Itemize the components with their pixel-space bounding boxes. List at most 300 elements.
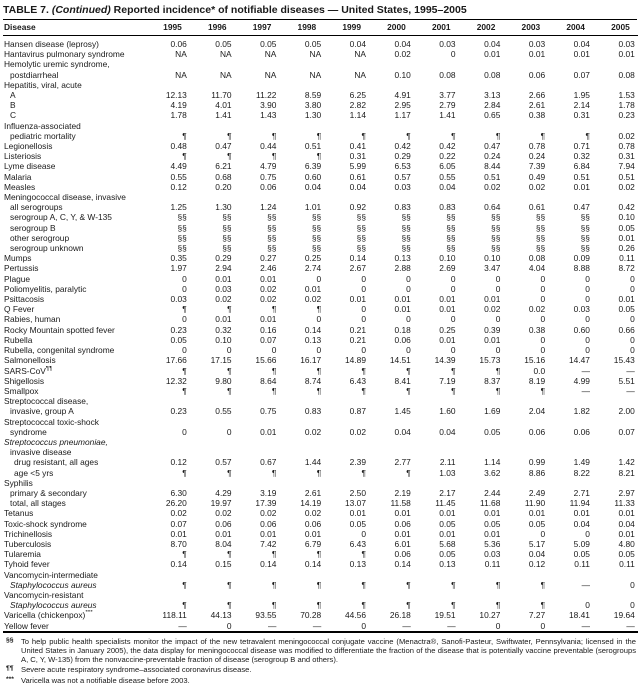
value-cell: ¶: [361, 130, 366, 141]
value-cell: ¶: [227, 579, 232, 590]
value-cell: 1.78: [618, 100, 635, 111]
value-cell: 0.49: [528, 171, 546, 182]
notifiable-diseases-table: [3, 20, 638, 633]
value-cell: [145, 570, 190, 580]
value-cell: ¶: [227, 549, 232, 560]
value-cell: 8.86: [528, 467, 546, 478]
value-cell: [369, 417, 414, 427]
disease-label: drug resistant, all ages: [14, 457, 99, 468]
value-cell: 0.29: [215, 253, 232, 264]
value-cell: ¶: [182, 549, 187, 560]
value-cell: 0.03: [484, 549, 501, 560]
value-cell: [548, 80, 593, 90]
value-cell: 0.38: [528, 324, 546, 335]
value-cell: [190, 590, 235, 600]
value-cell: 0.05: [528, 518, 546, 529]
disease-label: Vancomycin-resistant: [4, 589, 84, 600]
value-cell: 0.60: [573, 324, 590, 335]
value-cell: ¶: [451, 365, 456, 376]
value-cell: [459, 590, 504, 600]
value-cell: 6.43: [349, 538, 366, 549]
disease-label: Hantavirus pulmonary syndrome: [4, 49, 125, 60]
value-cell: [593, 570, 638, 580]
value-cell: [324, 447, 369, 457]
value-cell: ¶: [227, 130, 232, 141]
value-cell: §§: [267, 222, 277, 233]
table-row: [3, 110, 638, 120]
value-cell: 0.08: [528, 253, 546, 264]
value-cell: 0.01: [394, 294, 411, 305]
value-cell: [593, 192, 638, 202]
value-cell: —: [581, 385, 590, 396]
column-header-year-2002: 2002: [459, 20, 504, 36]
value-cell: 0.12: [528, 559, 546, 570]
disease-label: Rubella, congenital syndrome: [4, 345, 115, 356]
value-cell: 0.03: [528, 39, 546, 49]
table-title-label: TABLE 7.: [3, 4, 49, 16]
table-group-row: [3, 447, 638, 457]
disease-label: other serogroup: [10, 232, 70, 243]
table-group-row: [3, 590, 638, 600]
value-cell: 4.99: [573, 375, 590, 386]
value-cell: 1.03: [439, 467, 456, 478]
value-cell: —: [626, 365, 635, 376]
value-cell: 0.14: [260, 559, 277, 570]
value-cell: 0.04: [439, 181, 456, 192]
value-cell: 0.75: [260, 406, 277, 417]
column-header-year-2004: 2004: [548, 20, 593, 36]
value-cell: 1.78: [170, 110, 187, 121]
value-cell: 0: [406, 273, 411, 284]
value-cell: —: [312, 620, 322, 631]
value-cell: ¶: [451, 385, 456, 396]
table-title-continued: (Continued): [51, 4, 111, 16]
value-cell: 8.70: [170, 538, 187, 549]
value-cell: 1.30: [215, 202, 232, 213]
value-cell: 0.55: [215, 406, 232, 417]
value-cell: 6.84: [573, 161, 590, 172]
disease-label: Salmonellosis: [4, 355, 56, 366]
value-cell: 0.10: [215, 334, 232, 345]
value-cell: [145, 437, 190, 447]
value-cell: 0.31: [349, 151, 366, 162]
value-cell: 3.77: [439, 90, 456, 101]
value-cell: 2.61: [528, 100, 546, 111]
value-cell: 2.97: [618, 487, 635, 498]
value-cell: ¶: [316, 467, 322, 478]
value-cell: ¶: [495, 130, 501, 141]
value-cell: NA: [219, 69, 232, 80]
value-cell: 0: [361, 528, 366, 539]
value-cell: [235, 59, 280, 69]
value-cell: [190, 80, 235, 90]
value-cell: 0.08: [618, 69, 635, 80]
value-cell: ¶: [406, 130, 411, 141]
disease-label: Varicella (chickenpox)***: [4, 610, 93, 621]
table-row: [3, 161, 638, 171]
value-cell: 0.07: [573, 69, 590, 80]
value-cell: 0: [182, 426, 187, 437]
value-cell: 1.49: [573, 457, 590, 468]
disease-label: Rubella: [4, 334, 33, 345]
value-cell: —: [581, 620, 590, 631]
value-cell: —: [447, 620, 456, 631]
value-cell: 0.11: [484, 559, 501, 570]
value-cell: 0: [585, 528, 590, 539]
value-cell: 1.25: [170, 202, 187, 213]
value-cell: 0.47: [573, 202, 590, 213]
value-cell: §§: [311, 243, 322, 254]
value-cell: NA: [219, 49, 232, 60]
disease-label: Tuberculosis: [4, 538, 52, 549]
disease-label: Streptococcal toxic-shock: [4, 416, 99, 427]
value-cell: —: [581, 365, 590, 376]
value-cell: 0.42: [439, 141, 456, 152]
value-cell: [369, 59, 414, 69]
value-cell: 0.01: [260, 314, 277, 325]
value-cell: [369, 447, 414, 457]
value-cell: 19.64: [613, 610, 635, 621]
disease-label: Q Fever: [4, 304, 35, 315]
disease-label: Hepatitis, viral, acute: [4, 79, 82, 90]
value-cell: 0.01: [304, 528, 322, 539]
value-cell: [503, 59, 548, 69]
value-cell: 0.32: [573, 151, 590, 162]
disease-label: Influenza-associated: [4, 120, 81, 131]
table-row: [3, 172, 638, 182]
disease-label: Streptococcus pneumoniae,: [4, 436, 108, 447]
value-cell: 0.01: [215, 314, 232, 325]
value-cell: [324, 396, 369, 406]
value-cell: 8.74: [304, 375, 322, 386]
value-cell: 0.31: [618, 151, 635, 162]
value-cell: [279, 570, 324, 580]
value-cell: §§: [446, 222, 456, 233]
value-cell: 0.32: [215, 324, 232, 335]
value-cell: 0.05: [349, 518, 366, 529]
value-cell: 0.01: [349, 508, 366, 519]
value-cell: 2.95: [394, 100, 411, 111]
value-cell: 0.23: [618, 110, 635, 121]
value-cell: 0: [540, 345, 546, 356]
value-cell: 0.12: [170, 181, 187, 192]
value-cell: 0.51: [618, 171, 635, 182]
value-cell: ¶: [361, 385, 366, 396]
value-cell: NA: [175, 69, 187, 80]
value-cell: 44.56: [345, 610, 366, 621]
value-cell: 0: [585, 314, 590, 325]
value-cell: [503, 396, 548, 406]
value-cell: 0.04: [573, 39, 590, 49]
value-cell: 0.55: [170, 171, 187, 182]
value-cell: 0.48: [170, 141, 187, 152]
value-cell: [593, 478, 638, 488]
value-cell: [145, 447, 190, 457]
value-cell: 7.94: [618, 161, 635, 172]
value-cell: 12.13: [165, 90, 187, 101]
disease-label: invasive, group A: [10, 406, 74, 417]
value-cell: 2.49: [528, 487, 546, 498]
value-cell: ¶: [495, 600, 501, 611]
value-cell: 0: [361, 273, 366, 284]
value-cell: §§: [311, 222, 322, 233]
disease-label: Tyhoid fever: [4, 559, 50, 570]
value-cell: ¶: [271, 385, 277, 396]
value-cell: [503, 478, 548, 488]
disease-label: Streptococcal disease,: [4, 396, 89, 407]
value-cell: 0.57: [215, 457, 232, 468]
value-cell: [279, 80, 324, 90]
disease-label: Tularemia: [4, 549, 41, 560]
value-cell: 0.18: [394, 324, 411, 335]
footnotes: [3, 633, 637, 685]
disease-label: Syphilis: [4, 477, 33, 488]
value-cell: ¶: [406, 579, 411, 590]
value-cell: 0: [630, 283, 635, 294]
value-cell: 93.55: [255, 610, 277, 621]
value-cell: [279, 447, 324, 457]
value-cell: [459, 121, 504, 131]
value-cell: 2.88: [394, 263, 411, 274]
value-cell: [235, 417, 280, 427]
value-cell: [279, 417, 324, 427]
value-cell: 0.06: [260, 518, 277, 529]
value-cell: 0.02: [260, 283, 277, 294]
table-row: [3, 141, 638, 151]
value-cell: ¶: [316, 385, 322, 396]
value-cell: NA: [354, 69, 366, 80]
value-cell: 0.03: [170, 294, 187, 305]
value-cell: [235, 80, 280, 90]
table-group-row: [3, 121, 638, 131]
value-cell: —: [268, 620, 277, 631]
disease-label: A: [10, 90, 16, 101]
table-body: [3, 36, 638, 632]
disease-label: Hemolytic uremic syndrome,: [4, 59, 110, 70]
value-cell: §§: [580, 243, 590, 254]
value-cell: 0.25: [439, 324, 456, 335]
table-row: [3, 274, 638, 284]
disease-label: Staphylococcus aureus: [10, 600, 97, 611]
value-cell: 0.51: [573, 171, 590, 182]
value-cell: 0.01: [528, 508, 546, 519]
value-cell: 0: [540, 294, 546, 305]
value-cell: 7.27: [528, 610, 546, 621]
value-cell: [414, 570, 459, 580]
value-cell: 0.78: [618, 141, 635, 152]
value-cell: 2.46: [260, 263, 277, 274]
column-header-year-1999: 1999: [324, 20, 369, 36]
footnote-text: Severe acute respiratory syndrome–associated coronavirus disease.: [21, 665, 252, 675]
value-cell: §§: [356, 212, 366, 223]
value-cell: 0.01: [439, 334, 456, 345]
table-group-row: [3, 417, 638, 427]
value-cell: 0.15: [215, 559, 232, 570]
value-cell: ¶: [495, 385, 501, 396]
value-cell: 0.03: [394, 181, 411, 192]
column-header-year-1997: 1997: [235, 20, 280, 36]
value-cell: [190, 396, 235, 406]
value-cell: 0.02: [528, 181, 546, 192]
value-cell: 0.29: [394, 151, 411, 162]
value-cell: 6.25: [349, 90, 366, 101]
value-cell: 0.14: [304, 559, 322, 570]
value-cell: 14.39: [434, 355, 456, 366]
value-cell: ¶: [271, 549, 277, 560]
value-cell: 2.19: [394, 487, 411, 498]
value-cell: 0.22: [439, 151, 456, 162]
value-cell: 19.97: [210, 498, 232, 509]
value-cell: 0.83: [394, 202, 411, 213]
value-cell: 5.17: [528, 538, 546, 549]
value-cell: 0.05: [170, 334, 187, 345]
value-cell: NA: [264, 69, 277, 80]
disease-label: postdiarrheal: [10, 69, 59, 80]
value-cell: —: [581, 579, 590, 590]
value-cell: §§: [222, 212, 232, 223]
value-cell: 0.02: [170, 508, 187, 519]
value-cell: 0.06: [573, 426, 590, 437]
value-cell: 18.41: [569, 610, 590, 621]
disease-label: age <5 yrs: [14, 467, 54, 478]
value-cell: 0.07: [260, 334, 277, 345]
value-cell: 0.24: [484, 151, 501, 162]
footnote: [4, 676, 636, 685]
value-cell: 0: [540, 273, 546, 284]
value-cell: 1.69: [484, 406, 501, 417]
value-cell: [414, 80, 459, 90]
value-cell: 0.14: [170, 559, 187, 570]
value-cell: §§: [356, 222, 366, 233]
value-cell: 2.00: [618, 406, 635, 417]
value-cell: [548, 192, 593, 202]
value-cell: [145, 80, 190, 90]
value-cell: ¶: [182, 385, 187, 396]
value-cell: §§: [580, 212, 590, 223]
value-cell: [324, 437, 369, 447]
value-cell: 0.01: [260, 528, 277, 539]
value-cell: 8.44: [484, 161, 501, 172]
value-cell: 0: [540, 314, 546, 325]
value-cell: 0.05: [439, 518, 456, 529]
table-row: [3, 539, 638, 549]
value-cell: 5.99: [349, 161, 366, 172]
value-cell: [279, 121, 324, 131]
value-cell: [593, 59, 638, 69]
value-cell: [145, 192, 190, 202]
value-cell: 0: [630, 600, 635, 611]
value-cell: ¶: [316, 151, 322, 162]
value-cell: 3.62: [484, 467, 501, 478]
value-cell: 9.80: [215, 375, 232, 386]
value-cell: ¶: [316, 549, 322, 560]
disease-label: Poliomyelitis, paralytic: [4, 283, 87, 294]
value-cell: 0.75: [260, 171, 277, 182]
footnote-marker: ¶¶: [45, 365, 53, 372]
value-cell: 0.02: [304, 294, 322, 305]
value-cell: 0: [585, 294, 590, 305]
value-cell: [593, 447, 638, 457]
value-cell: [414, 59, 459, 69]
value-cell: 0.13: [439, 559, 456, 570]
value-cell: 0.04: [349, 39, 366, 49]
value-cell: 0.02: [349, 426, 366, 437]
value-cell: ¶: [406, 467, 411, 478]
value-cell: §§: [401, 243, 411, 254]
value-cell: [459, 59, 504, 69]
disease-label: Trichinellosis: [4, 528, 53, 539]
value-cell: [235, 192, 280, 202]
value-cell: 0.06: [394, 518, 411, 529]
value-cell: [503, 437, 548, 447]
value-cell: 12.32: [165, 375, 187, 386]
table-row: [3, 314, 638, 324]
value-cell: ¶: [361, 365, 366, 376]
value-cell: 0.06: [394, 549, 411, 560]
value-cell: 6.43: [349, 375, 366, 386]
value-cell: 17.39: [255, 498, 277, 509]
value-cell: 0.38: [528, 110, 546, 121]
value-cell: ¶: [495, 579, 501, 590]
value-cell: 4.29: [215, 487, 232, 498]
value-cell: 1.44: [304, 457, 322, 468]
value-cell: [279, 59, 324, 69]
table-row: [3, 304, 638, 314]
value-cell: 0.01: [618, 49, 635, 60]
value-cell: 2.84: [484, 100, 501, 111]
disease-label: Listeriosis: [4, 151, 42, 162]
value-cell: [279, 590, 324, 600]
value-cell: 0.47: [215, 141, 232, 152]
disease-label: Tetanus: [4, 508, 34, 519]
value-cell: [548, 570, 593, 580]
value-cell: 0.05: [439, 549, 456, 560]
value-cell: 0.02: [484, 304, 501, 315]
table-row: [3, 559, 638, 569]
value-cell: 0: [450, 283, 456, 294]
value-cell: 0.35: [170, 253, 187, 264]
disease-label: pediatric mortality: [10, 130, 76, 141]
value-cell: 0.14: [394, 559, 411, 570]
table-row: [3, 345, 638, 355]
value-cell: 8.37: [484, 375, 501, 386]
value-cell: [235, 447, 280, 457]
value-cell: §§: [446, 243, 456, 254]
value-cell: 0.04: [439, 426, 456, 437]
table-title: [3, 3, 637, 20]
value-cell: 0: [495, 345, 501, 356]
value-cell: [503, 80, 548, 90]
table-row: [3, 488, 638, 498]
value-cell: 0: [540, 620, 546, 631]
table-row: [3, 519, 638, 529]
value-cell: NA: [354, 49, 366, 60]
value-cell: [414, 447, 459, 457]
column-header-year-1996: 1996: [190, 20, 235, 36]
value-cell: §§: [535, 212, 546, 223]
value-cell: 2.14: [573, 100, 590, 111]
value-cell: ¶: [361, 549, 366, 560]
value-cell: [593, 590, 638, 600]
value-cell: 0.13: [304, 334, 322, 345]
value-cell: 0.07: [170, 518, 187, 529]
value-cell: [503, 590, 548, 600]
value-cell: 0.10: [439, 253, 456, 264]
value-cell: NA: [175, 49, 187, 60]
table-row: [3, 355, 638, 365]
table-row: [3, 36, 638, 50]
value-cell: [235, 121, 280, 131]
